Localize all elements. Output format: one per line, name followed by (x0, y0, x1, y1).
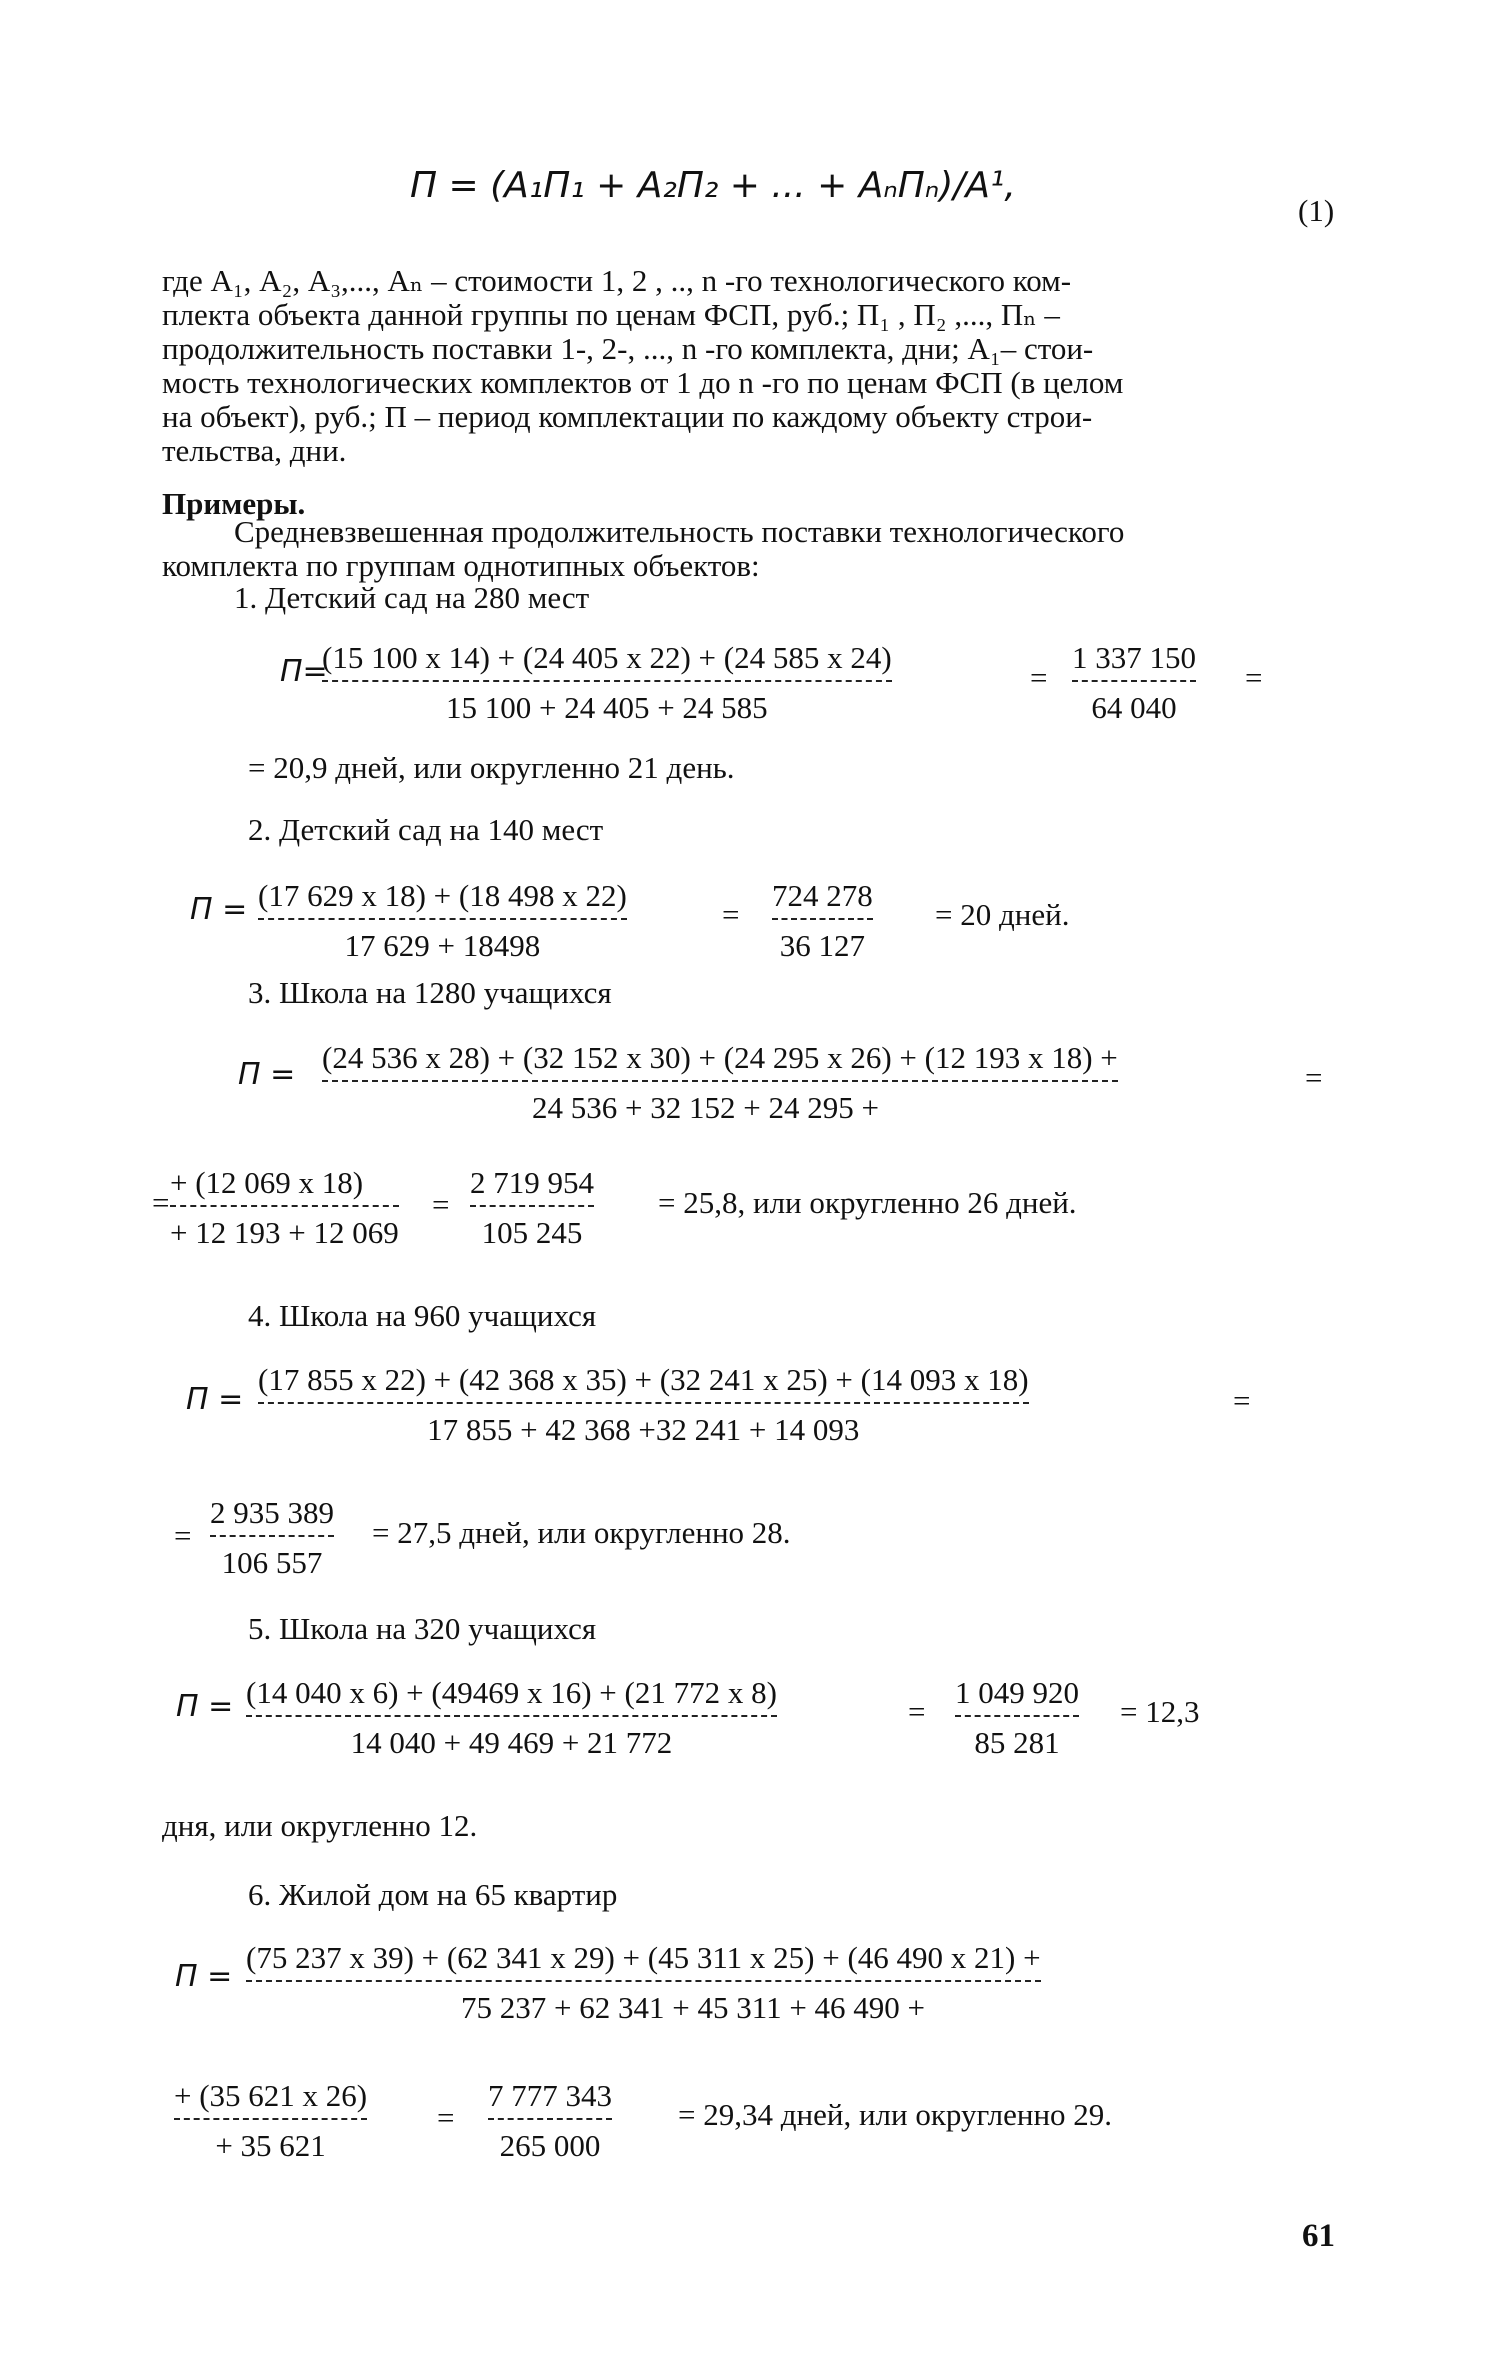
example-6-numerator: (75 237 x 39) + (62 341 x 29) + (45 311 x 25) + (46 490 x 21) + (246, 1940, 1041, 1982)
example-1-result-fraction (1072, 640, 1196, 725)
example-5-numerator: (14 040 x 6) + (49469 x 16) + (21 772 x 8) (246, 1675, 777, 1717)
example-5-lhs: П = (176, 1689, 234, 1724)
example-6-result-numerator: 7 777 343 (488, 2078, 612, 2120)
example-5-eq: = (908, 1694, 926, 1729)
example-6-continuation-denominator: + 35 621 (215, 2127, 326, 2163)
example-3-result-numerator: 2 719 954 (470, 1165, 594, 1207)
example-5-title: 5. Школа на 320 учащихся (248, 1611, 597, 1646)
definition-line: где А₁, А₂, А₃,..., Аₙ – стоимости 1, 2 , .., n -го технологического ком- (162, 263, 1072, 298)
definition-line: на объект), руб.; П – период комплектации по каждому объекту строи- (162, 399, 1093, 434)
example-1-title: 1. Детский сад на 280 мест (234, 580, 590, 615)
definition-line: мость технологических комплектов от 1 до n -го по ценам ФСП (в целом (162, 365, 1124, 400)
example-6-lhs: П = (175, 1959, 233, 1994)
example-2-result-fraction (772, 878, 873, 963)
example-3-leading-eq: = (152, 1185, 170, 1220)
example-5-result-numerator: 1 049 920 (955, 1675, 1079, 1717)
example-6-title: 6. Жилой дом на 65 квартир (248, 1877, 618, 1912)
example-4-numerator: (17 855 x 22) + (42 368 x 35) + (32 241 x 25) + (14 093 x 18) (258, 1362, 1029, 1404)
example-6-result-denominator: 265 000 (499, 2127, 601, 2163)
example-4-fraction (258, 1362, 1029, 1447)
example-2-eq: = (722, 897, 740, 932)
intro-line: комплекта по группам однотипных объектов: (162, 548, 760, 583)
example-3-title: 3. Школа на 1280 учащихся (248, 975, 612, 1010)
main-formula: П = (А₁П₁ + А₂П₂ + ... + АₙПₙ)/А¹, (410, 165, 1016, 206)
example-2-result-numerator: 724 278 (772, 878, 873, 920)
example-6-fraction (246, 1940, 1041, 2025)
example-6-denominator: 75 237 + 62 341 + 45 311 + 46 490 + (461, 1989, 926, 2025)
example-3-result: = 25,8, или округленно 26 дней. (658, 1185, 1077, 1220)
example-4-denominator: 17 855 + 42 368 +32 241 + 14 093 (427, 1411, 860, 1447)
example-3-denominator: 24 536 + 32 152 + 24 295 + (532, 1089, 879, 1125)
example-4-result-denominator: 106 557 (221, 1544, 323, 1580)
example-1-eq: = (1030, 660, 1048, 695)
example-5-result-fraction (955, 1675, 1079, 1760)
example-1-numerator: (15 100 x 14) + (24 405 x 22) + (24 585 x 24) (322, 640, 892, 682)
definition-line: тельства, дни. (162, 433, 347, 468)
example-3-lhs: П = (238, 1057, 296, 1092)
example-5-result-denominator: 85 281 (974, 1724, 1060, 1760)
example-3-result-fraction (470, 1165, 594, 1250)
page-number: 61 (1302, 2218, 1335, 2254)
example-6-result: = 29,34 дней, или округленно 29. (678, 2097, 1113, 2132)
definition-line: плекта объекта данной группы по ценам ФСП, руб.; П₁ , П₂ ,..., Пₙ – (162, 297, 1060, 332)
example-2-numerator: (17 629 x 18) + (18 498 x 22) (258, 878, 627, 920)
example-5-tail: дня, или округленно 12. (162, 1808, 478, 1843)
example-2-lhs: П = (190, 892, 248, 927)
example-1-result: = 20,9 дней, или округленно 21 день. (248, 750, 735, 785)
example-4-leading-eq: = (174, 1518, 192, 1553)
example-4-result: = 27,5 дней, или округленно 28. (372, 1515, 791, 1550)
example-5-denominator: 14 040 + 49 469 + 21 772 (350, 1724, 673, 1760)
example-5-fraction (246, 1675, 777, 1760)
example-3-numerator: (24 536 x 28) + (32 152 x 30) + (24 295 x 26) + (12 193 x 18) + (322, 1040, 1118, 1082)
example-3-result-denominator: 105 245 (481, 1214, 583, 1250)
intro-line: Средневзвешенная продолжительность поставки технологического (234, 514, 1125, 549)
example-4-trailing-eq: = (1233, 1383, 1251, 1418)
example-6-eq: = (437, 2100, 455, 2135)
example-2-fraction (258, 878, 627, 963)
examples-heading: Примеры. (162, 486, 306, 521)
example-3-continuation-numerator: + (12 069 x 18) (170, 1165, 399, 1207)
example-2-denominator: 17 629 + 18498 (344, 927, 541, 963)
example-2-result: = 20 дней. (935, 897, 1070, 932)
example-6-continuation-numerator: + (35 621 x 26) (174, 2078, 367, 2120)
example-4-result-fraction (210, 1495, 334, 1580)
example-1-fraction (322, 640, 892, 725)
example-3-eq: = (432, 1187, 450, 1222)
example-1-result-denominator: 64 040 (1091, 689, 1177, 725)
example-3-fraction (322, 1040, 1118, 1125)
example-4-result-numerator: 2 935 389 (210, 1495, 334, 1537)
example-1-lhs: П= (280, 654, 328, 689)
example-2-title: 2. Детский сад на 140 мест (248, 812, 604, 847)
example-1-eq2: = (1245, 660, 1263, 695)
example-1-result-numerator: 1 337 150 (1072, 640, 1196, 682)
example-4-title: 4. Школа на 960 учащихся (248, 1298, 597, 1333)
example-2-result-denominator: 36 127 (779, 927, 865, 963)
example-4-lhs: П = (186, 1382, 244, 1417)
example-6-result-fraction (488, 2078, 612, 2163)
definition-line: продолжительность поставки 1-, 2-, ..., n -го комплекта, дни; А₁– стои- (162, 331, 1094, 366)
example-1-denominator: 15 100 + 24 405 + 24 585 (445, 689, 768, 725)
example-3-continuation-denominator: + 12 193 + 12 069 (170, 1214, 399, 1250)
example-6-continuation-fraction (174, 2078, 367, 2163)
example-3-continuation-fraction (170, 1165, 399, 1250)
example-5-result: = 12,3 (1120, 1694, 1200, 1729)
example-3-trailing-eq: = (1305, 1060, 1323, 1095)
formula-number: (1) (1298, 193, 1335, 228)
